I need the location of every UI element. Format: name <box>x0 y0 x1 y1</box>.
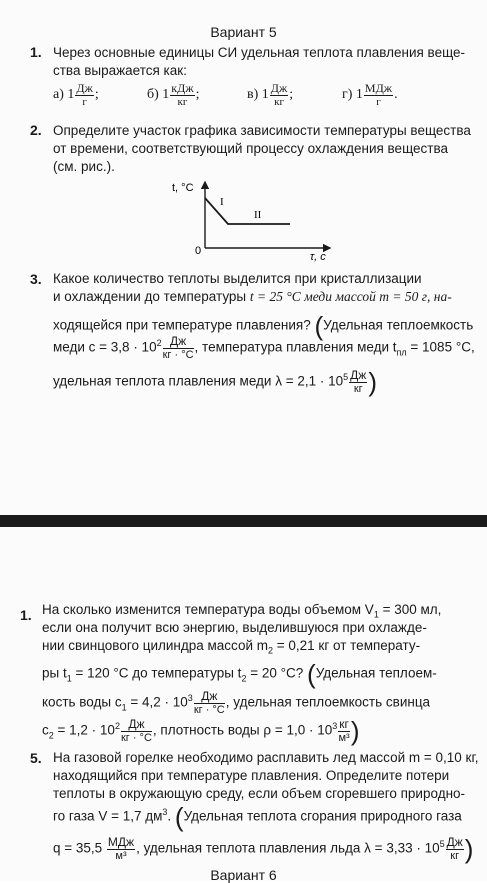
task-4-line-4: ры $t_1 = 120$ °C до температуры $t_2 = 20$ °C? (Удельная теплоем- <box>42 659 437 689</box>
task-4-line-5: кость воды $c_1 = 4,2 \cdot 10^3$ $\frac{Дж}{кг \cdot ^\circ C}$ , удельная теплоемкость свинца <box>42 689 431 716</box>
task-2-number: 2. <box>30 122 42 138</box>
task-4-line-6: $c_2 = 1,2 \cdot 10^2$ $\frac{Дж}{кг \cdot ^\circ C}$ , плотность воды $\rho = 1,0 \cdot 10^3$ $\frac{кг}{\text{м³}}$ ) <box>42 716 360 746</box>
page-separator <box>0 515 487 527</box>
task-5-line-5: q = 35,5 $\frac{\text{МДж}}{\text{м³}}$ , удельная теплота плавления льда $\lambda = 3,33 \cdot 10^5$ $\frac{Дж}{кг}$ ) <box>53 834 474 864</box>
task-1-line-2: ства выражается как: <box>53 63 187 78</box>
task-4-number: 1. <box>20 607 32 623</box>
task-3-line-5: удельная теплота плавления меди $\lambda = 2,1 \cdot 10^5$ $\frac{Дж}{кг}$ ) <box>53 367 377 397</box>
task-3-line-2: и охлаждении до температуры t = 25 °C меди массой m = 50 г, на- <box>53 289 452 304</box>
task-3-line-3: ходящейся при температуре плавления? (Удельная теплоемкость <box>53 311 474 341</box>
task-1-option-b: б) 1 $\frac{\text{кДж}}{кг}$ ; <box>147 81 200 108</box>
graph-y-label: t, °C <box>172 182 194 194</box>
task-5-line-2: находящийся при температуре плавления. Определите потери <box>53 768 450 783</box>
task-1-line-1: Через основные единицы СИ удельная теплота плавления веще- <box>53 45 466 60</box>
task-1-option-c: в) 1 $\frac{Дж}{кг}$ ; <box>247 81 294 108</box>
task-2-line-3: (см. рис.). <box>53 159 115 174</box>
task-4-line-2: если она получит всю энергию, выделившуюся при охлажде- <box>42 620 427 635</box>
task-2-line-1: Определите участок графика зависимости температуры вещества <box>53 123 471 138</box>
task-1-option-d: г) 1 $\frac{\text{МДж}}{г}$ . <box>342 81 398 108</box>
task-4-line-3: нии свинцового цилиндра массой $m_2 = 0,21$ кг от температу- <box>42 638 421 656</box>
graph-origin: 0 <box>195 245 202 257</box>
task-2-line-2: от времени, соответствующий процессу охлаждения вещества <box>53 141 448 156</box>
graph-segment-2-label: II <box>254 209 262 221</box>
graph-x-label: τ, c <box>310 251 326 263</box>
task-3-line-1: Какое количество теплоты выделится при кристаллизации <box>53 271 422 286</box>
graph-curve <box>205 198 290 224</box>
task-5-line-3: теплоты в окружающую среду, если объем сгоревшего природно- <box>53 786 466 801</box>
temperature-time-graph <box>168 178 338 264</box>
task-5-line-1: На газовой горелке необходимо расплавить лед массой m = 0,10 кг, <box>53 750 479 765</box>
task-5-line-4: го газа V = 1,7 $дм^3$. (Удельная теплота сгорания природного газа <box>53 802 462 832</box>
task-4-line-1: На сколько изменится температура воды объемом $V_1 = 300$ мл, <box>42 602 442 620</box>
task-5-number: 5. <box>30 750 42 766</box>
task-1-option-a: а) 1 $\frac{Дж}{г}$ ; <box>53 81 99 108</box>
variant5-title: Вариант 5 <box>210 24 277 40</box>
task-3-line-4: меди $c = 3,8 \cdot 10^2$ $\frac{Дж}{кг \cdot ^\circ C}$ , температура плавления меди $t_{пл} = 1085$ °C, <box>53 334 475 361</box>
task-3-number: 3. <box>30 271 42 287</box>
variant6-title: Вариант 6 <box>210 867 277 883</box>
task-1-number: 1. <box>30 44 42 60</box>
graph-segment-1-label: I <box>220 196 224 208</box>
